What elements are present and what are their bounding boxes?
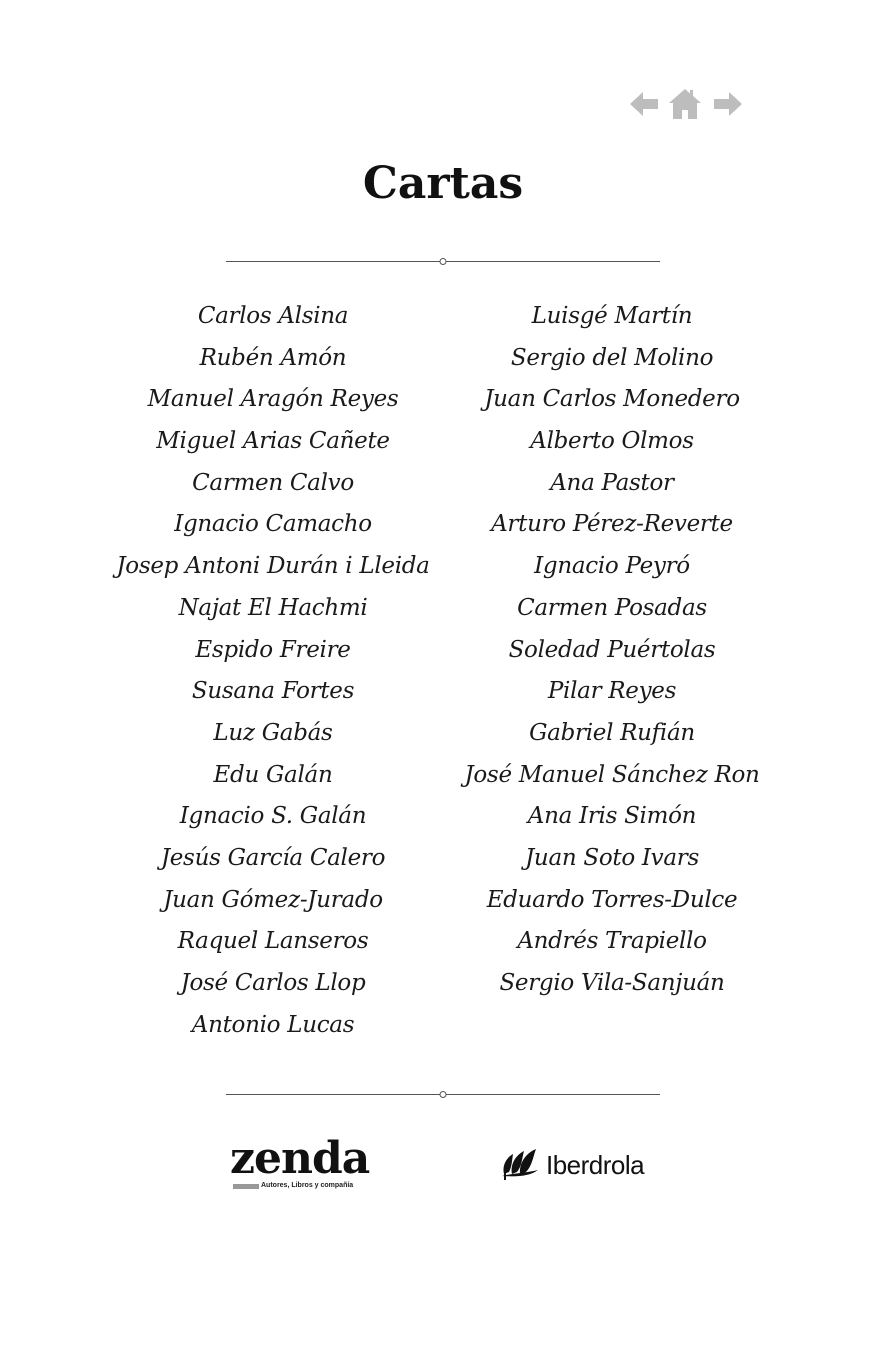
- author-name: Carmen Calvo: [192, 469, 354, 496]
- authors-list: [0, 296, 886, 1056]
- page-title: Cartas: [362, 158, 524, 209]
- navigation-bar: [627, 86, 745, 122]
- author-name: Andrés Trapiello: [517, 928, 707, 955]
- author-name: Josep Antoni Durán i Lleida: [116, 553, 430, 580]
- author-name: Ignacio Camacho: [174, 511, 372, 538]
- author-name: Carmen Posadas: [517, 594, 707, 621]
- author-name: Susana Fortes: [191, 678, 355, 705]
- zenda-logo-bar: [233, 1184, 259, 1189]
- author-name: Juan Carlos Monedero: [484, 386, 740, 413]
- arrow-left-icon[interactable]: [627, 86, 663, 122]
- authors-column-left: [103, 296, 443, 1046]
- zenda-wordmark: zenda: [230, 1133, 370, 1184]
- author-name: Ana Pastor: [550, 469, 674, 496]
- author-name: Sergio del Molino: [510, 344, 714, 371]
- author-name: José Manuel Sánchez Ron: [464, 761, 760, 788]
- author-name: Espido Freire: [195, 636, 351, 663]
- author-name: Carlos Alsina: [197, 303, 349, 329]
- author-name: Antonio Lucas: [191, 1011, 355, 1038]
- iberdrola-leaves-icon: [500, 1146, 542, 1184]
- author-name: Sergio Vila-Sanjuán: [499, 970, 725, 996]
- author-name: Rubén Amón: [199, 344, 347, 371]
- iberdrola-wordmark: Iberdrola: [546, 1150, 645, 1180]
- author-name: Raquel Lanseros: [177, 928, 369, 955]
- author-name: Luisgé Martín: [531, 303, 693, 329]
- arrow-right-icon[interactable]: [709, 86, 745, 122]
- author-name: Soledad Puértolas: [508, 636, 716, 663]
- author-name: Gabriel Rufián: [529, 719, 695, 746]
- author-name: Luz Gabás: [213, 719, 333, 746]
- home-icon[interactable]: [667, 86, 703, 122]
- authors-column-right: [443, 296, 781, 1005]
- author-name: Ignacio Peyró: [534, 553, 690, 580]
- author-name: Ignacio S. Galán: [179, 803, 367, 830]
- author-name: Eduardo Torres-Dulce: [486, 886, 738, 913]
- author-name: Juan Gómez-Jurado: [163, 886, 383, 913]
- author-name: Manuel Aragón Reyes: [147, 386, 399, 413]
- ornamental-divider-bottom: [226, 1090, 660, 1099]
- zenda-tagline: Autores, Libros y compañía: [261, 1182, 354, 1189]
- author-name: Juan Soto Ivars: [525, 844, 699, 871]
- author-name: Pilar Reyes: [547, 678, 677, 705]
- author-name: Arturo Pérez-Reverte: [491, 511, 733, 538]
- author-name: Ana Iris Simón: [527, 803, 697, 830]
- author-name: José Carlos Llop: [180, 970, 366, 996]
- ornamental-divider-top: [226, 257, 660, 266]
- author-name: Miguel Arias Cañete: [156, 428, 390, 455]
- iberdrola-logo: [500, 1140, 660, 1200]
- author-name: Alberto Olmos: [530, 428, 694, 455]
- author-name: Jesús García Calero: [160, 844, 386, 871]
- zenda-logo: [230, 1133, 380, 1200]
- author-name: Edu Galán: [213, 761, 333, 788]
- author-name: Najat El Hachmi: [178, 594, 368, 621]
